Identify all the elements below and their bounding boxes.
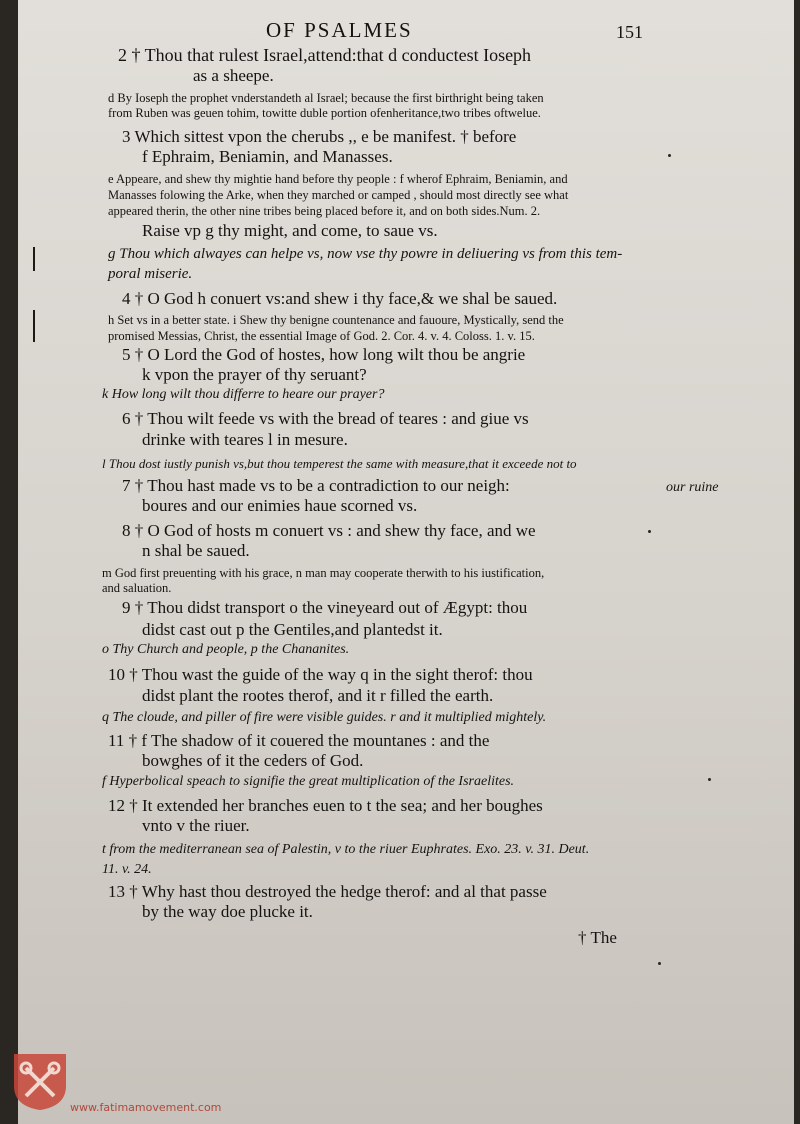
verse-line: Raise vp g thy might, and come, to saue vs. <box>142 221 438 240</box>
verse-line: as a sheepe. <box>193 66 274 85</box>
verse-line: didst plant the rootes therof, and it r filled the earth. <box>142 686 494 705</box>
page-number: 151 <box>616 22 643 42</box>
verse-line: n shal be saued. <box>142 541 250 560</box>
print-speck <box>658 962 661 965</box>
annotation-line: t from the mediterranean sea of Palestin, v to the riuer Euphrates. Exo. 23. v. 31. Deut. <box>102 842 590 857</box>
annotation-line: q The cloude, and piller of fire were visible guides. r and it multiplied mightely. <box>102 710 547 725</box>
running-header-title: OF PSALMES <box>266 18 413 42</box>
verse-line: 10 † Thou wast the guide of the way q in the sight therof: thou <box>108 665 533 684</box>
verse-line: 13 † Why hast thou destroyed the hedge therof: and al that passe <box>108 882 547 901</box>
annotation-line: f Hyperbolical speach to signifie the great multiplication of the Israelites. <box>102 774 515 789</box>
verse-line: 11 † f The shadow of it couered the mountanes : and the <box>108 731 490 750</box>
annotation-line: k How long wilt thou differre to heare our prayer? <box>102 387 385 402</box>
annotation-line: g Thou which alwayes can helpe vs, now vse thy powre in deliuering vs from this tem- <box>108 246 623 262</box>
verse-line: boures and our enimies haue scorned vs. <box>142 496 418 515</box>
annotation-line: e Appeare, and shew thy mightie hand before thy people : f wherof Ephraim, Beniamin, and <box>108 172 568 186</box>
annotation-line: d By Ioseph the prophet vnderstandeth al Israel; because the first birthright being taken <box>108 91 544 105</box>
verse-line: 2 † Thou that rulest Israel,attend:that d conductest Ioseph <box>118 45 532 65</box>
annotation-line: m God first preuenting with his grace, n man may cooperate therwith to his iustification, <box>102 566 545 580</box>
annotation-line: l Thou dost iustly punish vs,but thou temperest the same with measure,that it exceede not to <box>102 456 577 471</box>
verse-line: 4 † O God h conuert vs:and shew i thy face,& we shal be saued. <box>122 289 558 308</box>
verse-line: 6 † Thou wilt feede vs with the bread of teares : and giue vs <box>122 409 529 428</box>
print-speck <box>708 778 711 781</box>
margin-note: our ruine <box>666 480 719 495</box>
verse-line: by the way doe plucke it. <box>142 902 313 921</box>
verse-line: vnto v the riuer. <box>142 816 250 835</box>
annotation-line: Manasses folowing the Arke, when they marched or camped , should most directly see what <box>108 188 569 202</box>
verse-line: 9 † Thou didst transport o the vineyeard out of Ægypt: thou <box>122 598 528 617</box>
verse-line: didst cast out p the Gentiles,and plantedst it. <box>142 620 443 639</box>
annotation-line: and saluation. <box>102 581 172 595</box>
verse-line: f Ephraim, Beniamin, and Manasses. <box>142 147 393 166</box>
verse-line: 7 † Thou hast made vs to be a contradiction to our neigh: <box>122 476 510 495</box>
annotation-line: promised Messias, Christ, the essential Image of God. 2. Cor. 4. v. 4. Coloss. 1. v. 15. <box>108 329 535 343</box>
verse-line: k vpon the prayer of thy seruant? <box>142 365 367 384</box>
margin-rule-mark <box>33 310 35 342</box>
verse-line: bowghes of it the ceders of God. <box>142 751 364 770</box>
verse-line: 5 † O Lord the God of hostes, how long wilt thou be angrie <box>122 345 526 364</box>
print-speck <box>648 530 651 533</box>
annotation-line: appeared therin, the other nine tribes being placed before it, and on both sides.Num. 2. <box>108 204 541 218</box>
margin-rule-mark <box>33 247 35 271</box>
verse-line: 12 † It extended her branches euen to t the sea; and her boughes <box>108 796 543 815</box>
annotation-line: 11. v. 24. <box>102 862 152 877</box>
book-page <box>18 0 794 1124</box>
annotation-line: from Ruben was geuen tohim, towitte duble portion ofenheritance,two tribes oftwelue. <box>108 106 541 120</box>
verse-line: drinke with teares l in mesure. <box>142 430 348 449</box>
print-speck <box>668 154 671 157</box>
verse-line: 8 † O God of hosts m conuert vs : and shew thy face, and we <box>122 521 536 540</box>
fatima-movement-logo <box>12 1052 68 1112</box>
catchword: † The <box>578 928 617 947</box>
verse-line: 3 Which sittest vpon the cherubs ,, e be manifest. † before <box>122 127 517 146</box>
watermark-url: www.fatimamovement.com <box>70 1101 222 1114</box>
annotation-line: o Thy Church and people, p the Chananites. <box>102 642 350 657</box>
annotation-line: h Set vs in a better state. i Shew thy benigne countenance and fauoure, Mystically, send the <box>108 313 564 327</box>
annotation-line: poral miserie. <box>108 266 193 282</box>
